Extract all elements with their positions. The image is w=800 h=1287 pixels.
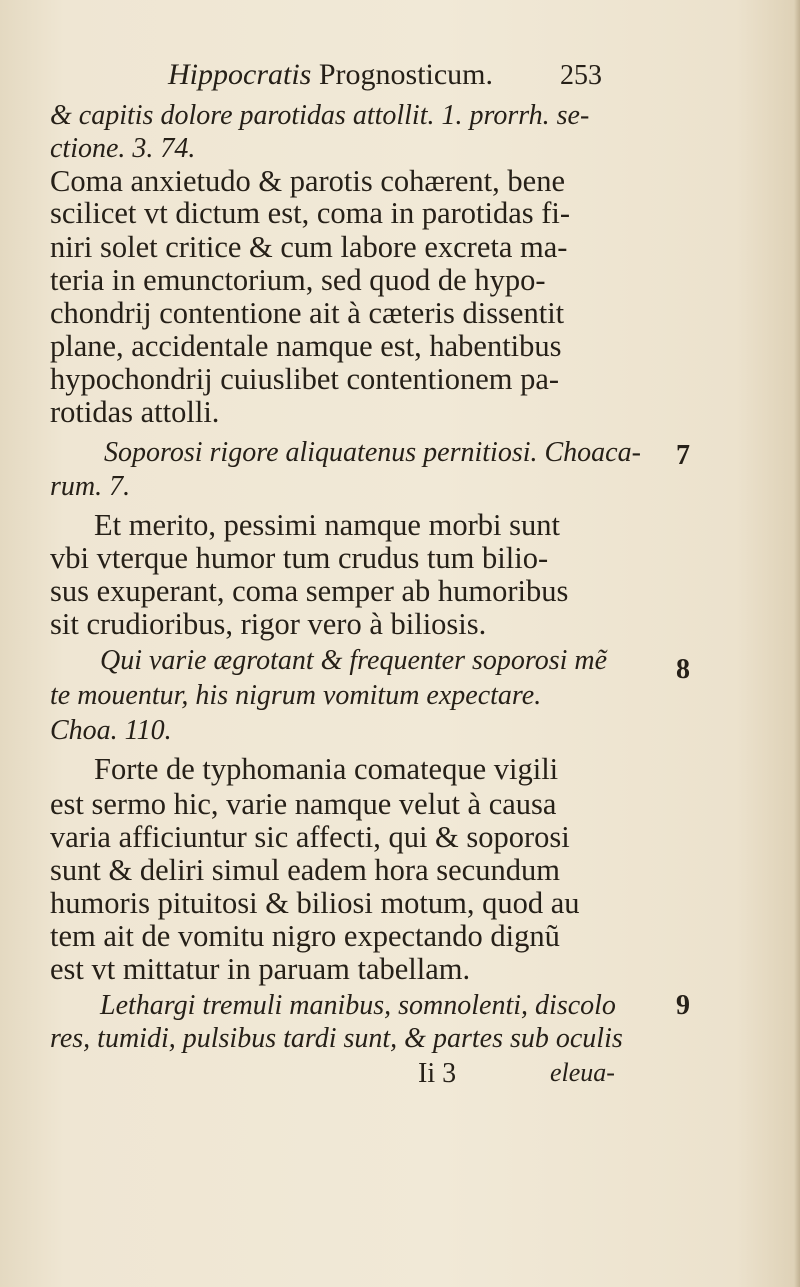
text-line: teria in emunctorium, sed quod de hypo- bbox=[50, 263, 546, 297]
text-line: ctione. 3. 74. bbox=[50, 133, 196, 164]
text-line: rum. 7. bbox=[50, 471, 131, 502]
text-line: te mouentur, his nigrum vomitum expectare. bbox=[50, 680, 542, 711]
text-line: Forte de typhomania comateque vigili bbox=[94, 752, 559, 786]
text-line: Choa. 110. bbox=[50, 715, 172, 746]
text-line: Et merito, pessimi namque morbi sunt bbox=[94, 508, 560, 542]
catchword: eleua- bbox=[550, 1058, 615, 1087]
text-line: est vt mittatur in paruam tabellam. bbox=[50, 952, 471, 986]
aphorism-number: 7 bbox=[676, 440, 690, 471]
text-line: sit crudioribus, rigor vero à biliosis. bbox=[50, 607, 487, 641]
aphorism-number: 9 bbox=[676, 990, 690, 1021]
text-line: Coma anxietudo & parotis cohærent, bene bbox=[50, 164, 565, 198]
text-line: vbi vterque humor tum crudus tum bilio- bbox=[50, 541, 549, 575]
text-line: Qui varie ægrotant & frequenter soporosi mẽ bbox=[100, 645, 608, 676]
text-line: rotidas attolli. bbox=[50, 395, 220, 429]
text-line: & capitis dolore parotidas attollit. 1. prorrh. se- bbox=[50, 100, 590, 131]
aphorism-number: 8 bbox=[676, 654, 690, 685]
page-number: 253 bbox=[560, 60, 602, 91]
text-line: chondrij contentione ait à cæteris dissentit bbox=[50, 296, 565, 330]
text-line: tem ait de vomitu nigro expectando dignũ bbox=[50, 919, 560, 953]
text-line: niri solet critice & cum labore excreta ma- bbox=[50, 230, 568, 264]
text-line: Lethargi tremuli manibus, somnolenti, discolo bbox=[100, 990, 616, 1021]
running-title-roman: Prognosticum. bbox=[318, 58, 494, 91]
running-title-italic: Hippocratis bbox=[168, 58, 312, 91]
text-line: humoris pituitosi & biliosi motum, quod au bbox=[50, 886, 580, 920]
running-header bbox=[0, 58, 800, 98]
text-line: sunt & deliri simul eadem hora secundum bbox=[50, 853, 560, 887]
text-line: plane, accidentale namque est, habentibus bbox=[50, 329, 562, 363]
show-through bbox=[240, 140, 246, 166]
running-title bbox=[168, 58, 493, 92]
signature-mark: Ii 3 bbox=[418, 1058, 457, 1089]
text-line: est sermo hic, varie namque velut à causa bbox=[50, 787, 557, 821]
text-line: Soporosi rigore aliquatenus pernitiosi. Choaca- bbox=[104, 437, 641, 468]
text-line: sus exuperant, coma semper ab humoribus bbox=[50, 574, 569, 608]
text-line: varia afficiuntur sic affecti, qui & soporosi bbox=[50, 820, 570, 854]
text-line: res, tumidi, pulsibus tardi sunt, & partes sub oculis bbox=[50, 1023, 623, 1054]
text-line: hypochondrij cuiuslibet contentionem pa- bbox=[50, 362, 560, 396]
text-line: scilicet vt dictum est, coma in parotidas fi- bbox=[50, 196, 571, 230]
